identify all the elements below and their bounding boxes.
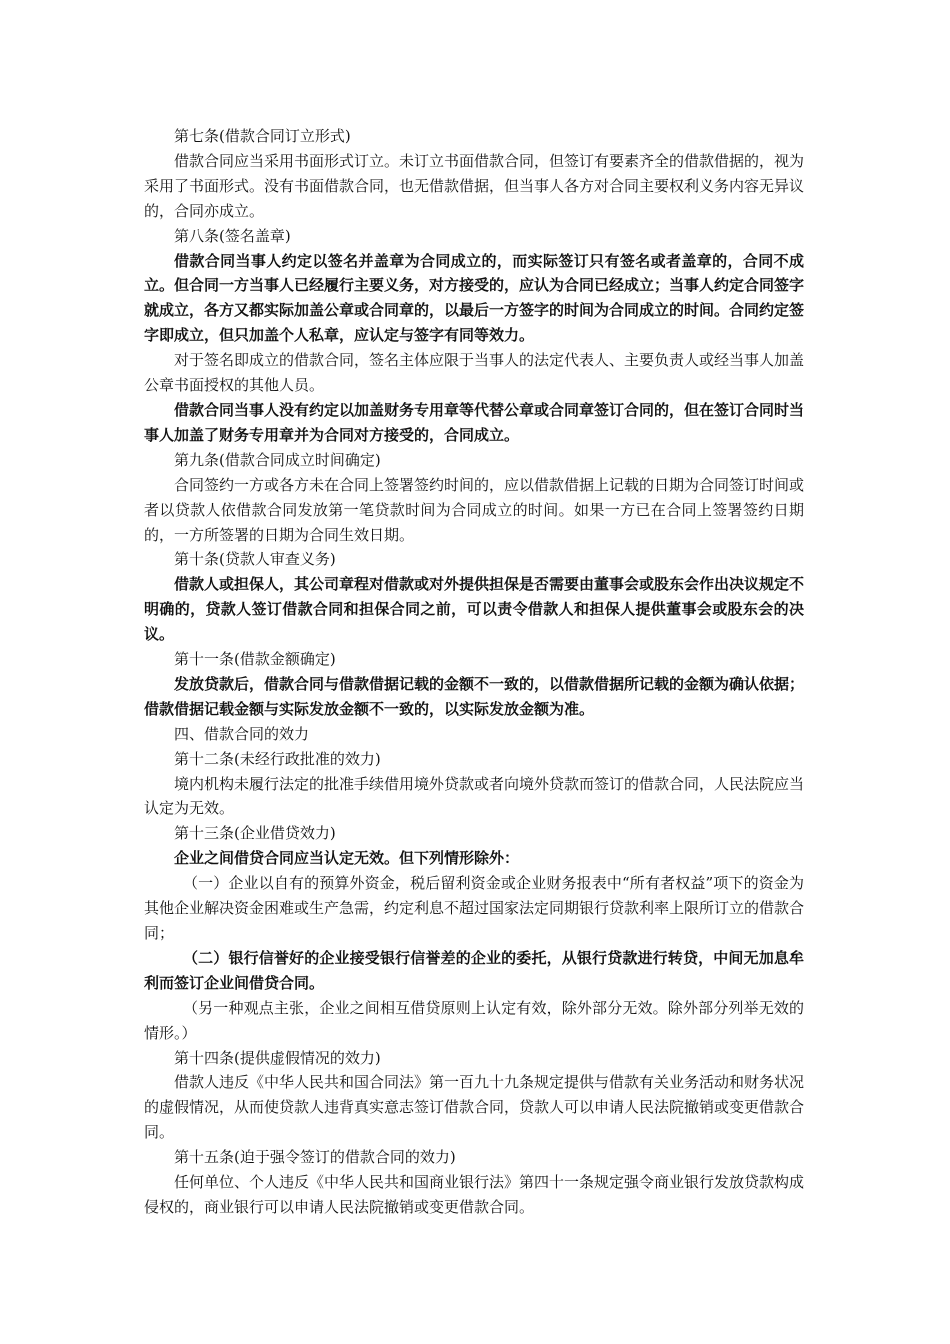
paragraph-bold: 企业之间借贷合同应当认定无效。但下列情形除外： <box>174 849 520 868</box>
document-body <box>144 124 804 1220</box>
list-item: （一）企业以自有的预算外资金，税后留利资金或企业财务报表中“所有者权益”项下的资金为其他企业解决资金困难或生产急需，约定利息不超过国家法定同期银行贷款利率上限所订立的借款合同； <box>144 874 805 942</box>
article-11-heading: 第十一条(借款金额确定) <box>174 650 336 669</box>
note-paragraph: （另一种观点主张，企业之间相互借贷原则上认定有效，除外部分无效。除外部分列举无效的情形。） <box>144 998 804 1042</box>
paragraph: 合同签约一方或各方未在合同上签署签约时间的，应以借款借据上记载的日期为合同签订时间或者以贷款人依借款合同发放第一笔贷款时间为合同成立的时间。如果一方已在合同上签署签约日期的，一方所签署的日期为合同生效日期。 <box>144 475 805 544</box>
paragraph-bold: 借款合同当事人没有约定以加盖财务专用章等代替公章或合同章签订合同的，但在签订合同时当事人加盖了财务专用章并为合同对方接受的，合同成立。 <box>144 400 805 444</box>
article-7-heading: 第七条(借款合同订立形式) <box>174 127 351 145</box>
paragraph-bold: 借款合同当事人约定以签名并盖章为合同成立的，而实际签订只有签名或者盖章的，合同不成立。但合同一方当事人已经履行主要义务，对方接受的，应认为合同已经成立；当事人约定合同签字就成立，各方又都实际加盖公章或合同章的，以最后一方签字的时间为合同成立的时间。合同约定签字即成立，但只加盖个人私章，应认定与签字有同等效力。 <box>144 251 805 345</box>
article-12-heading: 第十二条(未经行政批准的效力) <box>174 749 381 768</box>
article-14-heading: 第十四条(提供虚假情况的效力) <box>174 1048 381 1067</box>
paragraph-bold: 借款人或担保人，其公司章程对借款或对外提供担保是否需要由董事会或股东会作出决议规定不明确的，贷款人签订借款合同和担保合同之前，可以责令借款人和担保人提供董事会或股东会的决议。 <box>144 575 805 644</box>
article-9-heading: 第九条(借款合同成立时间确定) <box>174 450 381 469</box>
paragraph: 境内机构未履行法定的批准手续借用境外贷款或者向境外贷款而签订的借款合同，人民法院应当认定为无效。 <box>144 774 805 818</box>
article-10-heading: 第十条(贷款人审查义务) <box>174 550 336 569</box>
article-8-heading: 第八条(签名盖章) <box>174 226 291 245</box>
article-13-heading: 第十三条(企业借贷效力) <box>174 824 336 843</box>
list-item-bold: （二）银行信誉好的企业接受银行信誉差的企业的委托，从银行贷款进行转贷，中间无加息牟利而签订企业间借贷合同。 <box>144 948 804 992</box>
article-15-heading: 第十五条(迫于强令签订的借款合同的效力) <box>174 1148 456 1167</box>
paragraph-bold: 发放贷款后，借款合同与借款借据记载的金额不一致的，以借款借据所记载的金额为确认依据；借款借据记载金额与实际发放金额不一致的，以实际发放金额为准。 <box>144 674 805 718</box>
paragraph: 借款人违反《中华人民共和国合同法》第一百九十九条规定提供与借款有关业务活动和财务状况的虚假情况，从而使贷款人违背真实意志签订借款合同，贷款人可以申请人民法院撤销或变更借款合同。 <box>144 1073 805 1142</box>
paragraph: 对于签名即成立的借款合同，签名主体应限于当事人的法定代表人、主要负责人或经当事人加盖公章书面授权的其他人员。 <box>144 351 805 395</box>
paragraph: 任何单位、个人违反《中华人民共和国商业银行法》第四十一条规定强令商业银行发放贷款构成侵权的，商业银行可以申请人民法院撤销或变更借款合同。 <box>144 1173 805 1216</box>
paragraph: 借款合同应当采用书面形式订立。未订立书面借款合同，但签订有要素齐全的借款借据的，视为采用了书面形式。没有书面借款合同，也无借款借据，但当事人各方对合同主要权利义务内容无异议的，合同亦成立。 <box>144 151 805 220</box>
section-heading: 四、借款合同的效力 <box>174 724 310 743</box>
